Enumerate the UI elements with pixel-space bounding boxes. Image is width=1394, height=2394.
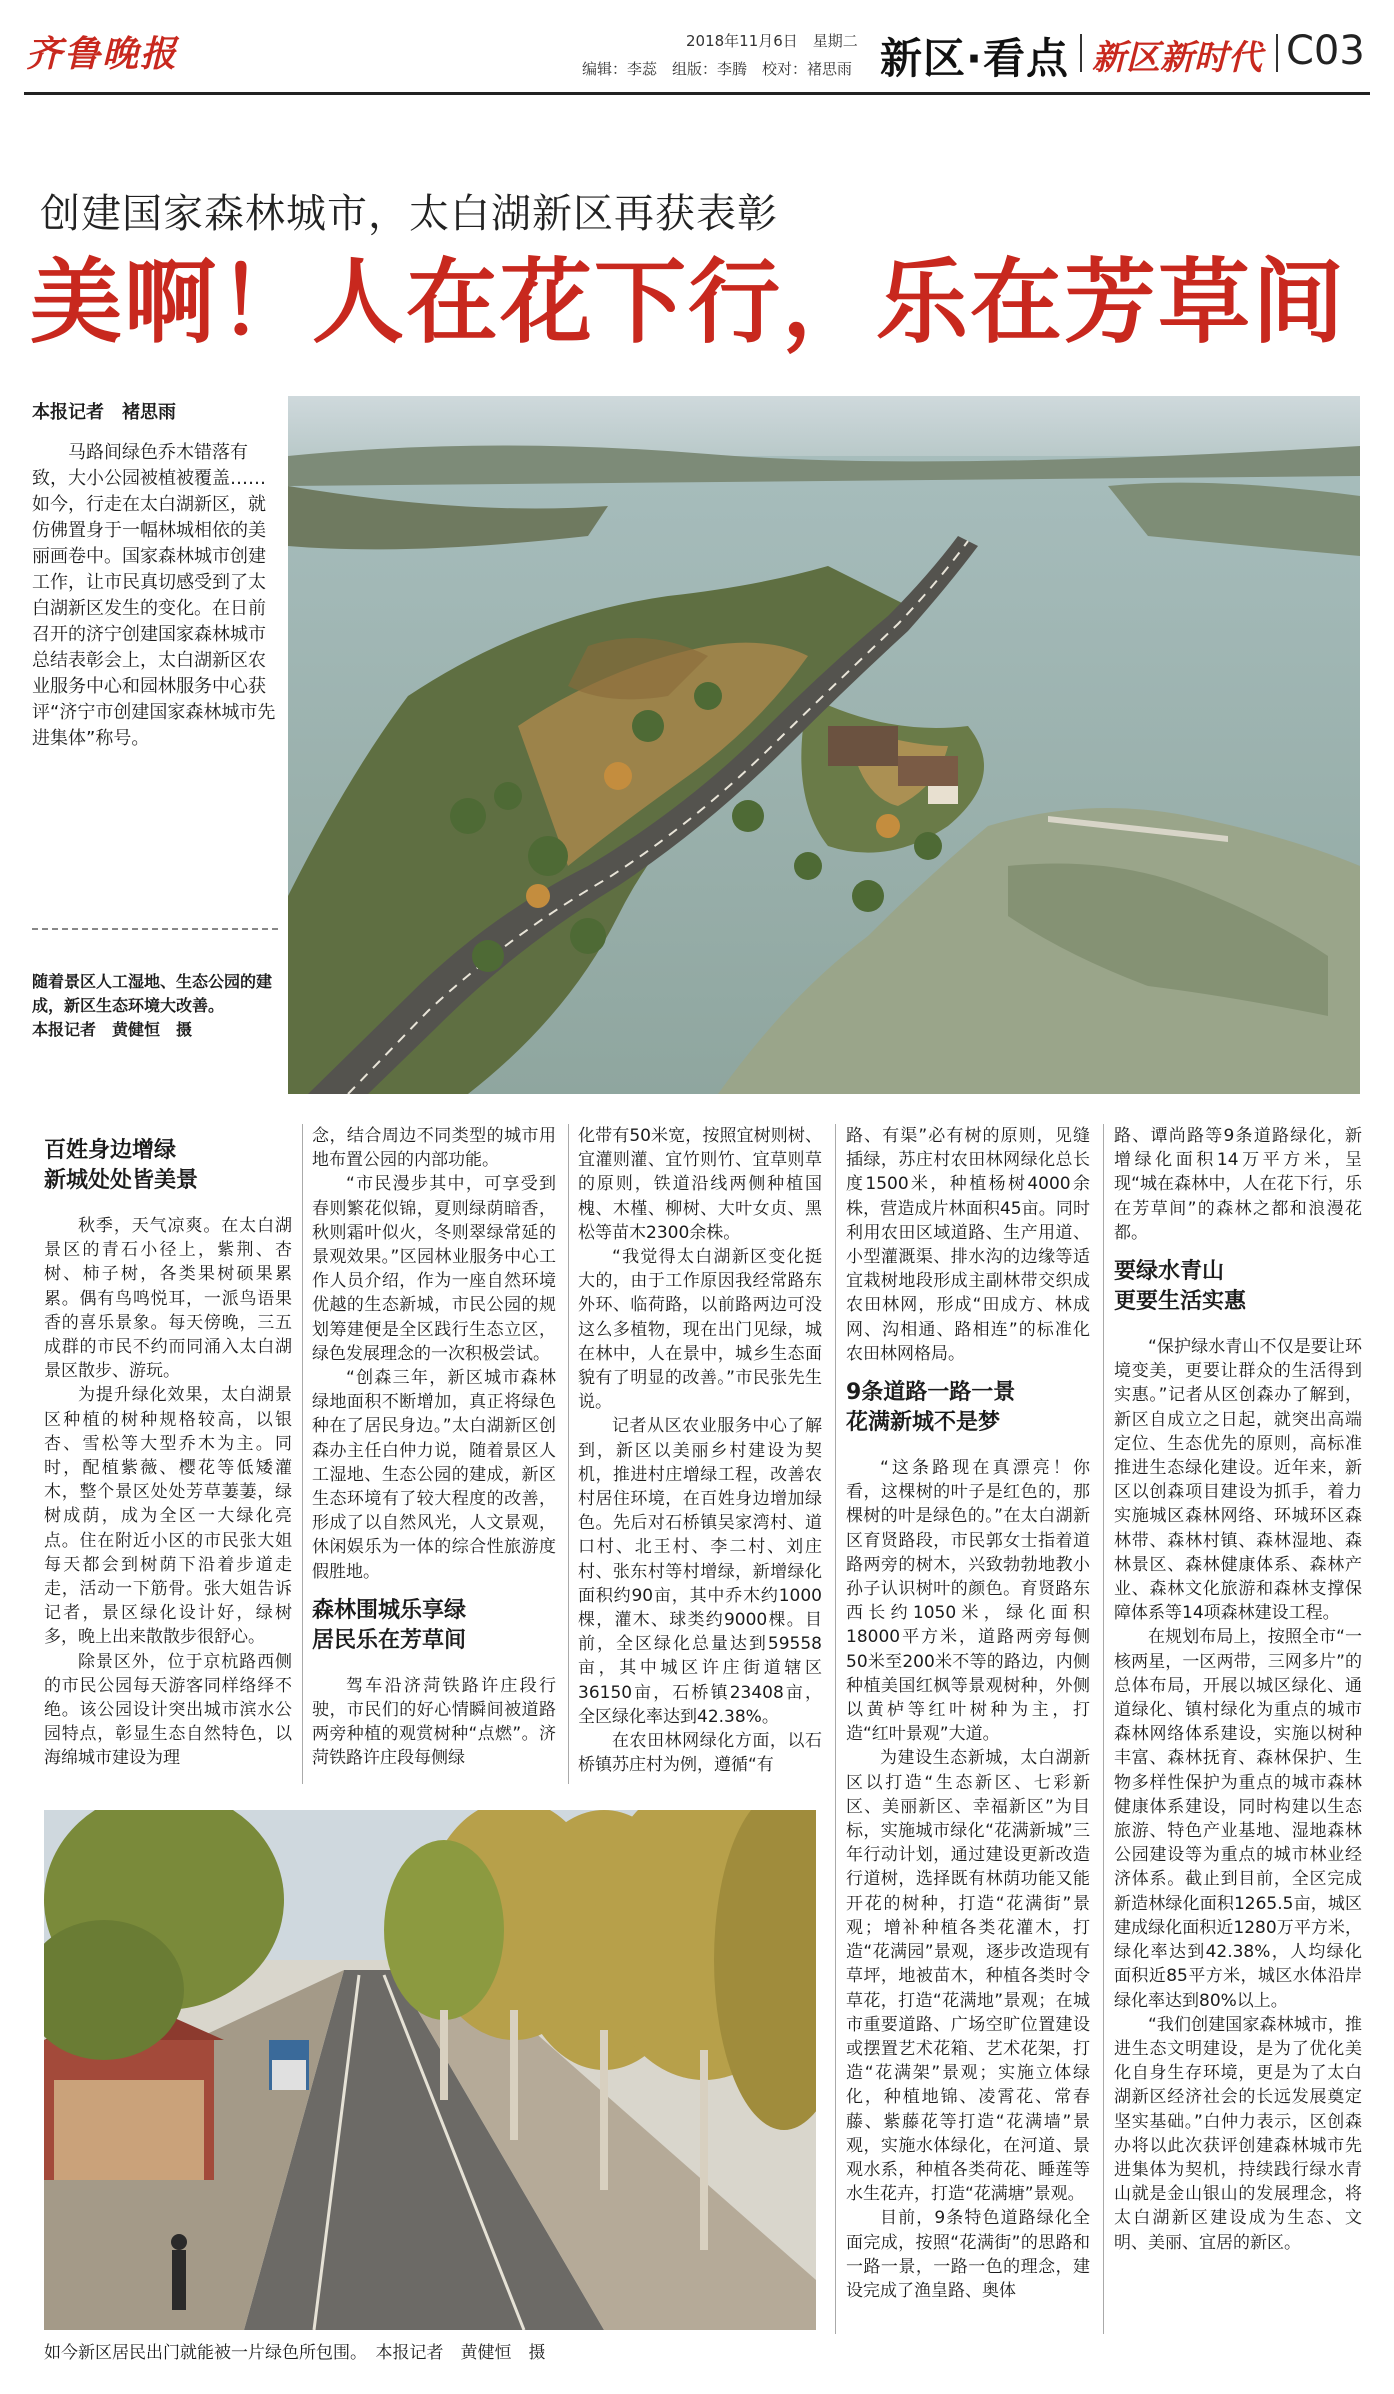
article-kicker: 创建国家森林城市，太白湖新区再获表彰 <box>40 191 778 237</box>
column-rule <box>835 1124 836 2334</box>
paragraph: 念，结合周边不同类型的城市用地布置公园的内部功能。 <box>312 1126 556 1171</box>
issue-date: 2018年11月6日 星期二 <box>686 32 858 50</box>
column-rule <box>302 1124 303 1784</box>
article-column-3 <box>578 1124 822 1777</box>
photo2-caption: 如今新区居民出门就能被一片绿色所包围。 本报记者 黄健恒 摄 <box>44 2343 546 2363</box>
subhead-4: 要绿水青山 更要生活实惠 <box>1114 1259 1247 1315</box>
paragraph: “这条路现在真漂亮！你看，这棵树的叶子是红色的，那棵树的叶是绿色的。”在太白湖新区育贤路段，市民郭女士指着道路两旁的树木，兴致勃勃地教小孙子认识树叶的颜色。育贤路东西长约1050米，绿化面积18000平方米，道路两旁每侧50米至200米不等的路边，内侧种植美国红枫等景观树种，外侧以黄栌等红叶树种为主，打造“红叶景观”大道。 <box>846 1458 1090 1745</box>
paragraph: 化带有50米宽，按照宜树则树、宜灌则灌、宜竹则竹、宜草则草的原则，铁道沿线两侧种植国槐、木槿、柳树、大叶女贞、黑松等苗木2300余株。 <box>578 1126 822 1243</box>
aerial-lake-illustration <box>288 396 1360 1094</box>
paragraph: “保护绿水青山不仅是要让环境变美，更要让群众的生活得到实惠。”记者从区创森办了解到，新区自成立之日起，就突出高端定位、生态优先的原则，高标准推进生态绿化建设。近年来，新区以创森项目建设为抓手，着力实施城区森林网络、环城环区森林带、森林村镇、森林湿地、森林景区、森林健康体系、森林产业、森林文化旅游和森林支撑保障体系等14项森林建设工程。 <box>1114 1337 1362 1624</box>
lead-text: 马路间绿色乔木错落有致，大小公园被植被覆盖……如今，行走在太白湖新区，就仿佛置身于一幅林城相依的美丽画卷中。国家森林城市创建工作，让市民真切感受到了太白湖新区发生的变化。在日前召开的济宁创建国家森林城市总结表彰会上，太白湖新区农业服务中心和园林服务中心获评“济宁市创建国家森林城市先进集体”称号。 <box>32 442 276 749</box>
subhead-2: 森林围城乐享绿 居民乐在芳草间 <box>312 1597 467 1653</box>
paragraph: 路、谭尚路等9条道路绿化，新增绿化面积14万平方米，呈现“城在森林中，人在花下行，乐在芳草间”的森林之都和浪漫花都。 <box>1114 1126 1362 1243</box>
paragraph: “市民漫步其中，可享受到春则繁花似锦，夏则绿荫暗香，秋则霜叶似火，冬则翠绿常延的景观效果。”区园林业服务中心工作人员介绍，作为一座自然环境优越的生态新城，市民公园的规划筹建便是全区践行生态立区，绿色发展理念的一次积极尝试。 <box>312 1174 556 1364</box>
column-rule <box>1103 1124 1104 2334</box>
editor-credits: 编辑：李蕊 组版：李腾 校对：褚思雨 <box>582 60 853 78</box>
subhead-1: 百姓身边增绿 新城处处皆美景 <box>44 1138 199 1193</box>
byline: 本报记者 褚思雨 <box>32 402 176 423</box>
paragraph: 目前，9条特色道路绿化全面完成，按照“花满街”的思路和一路一景，一路一色的理念，建设完成了渔皇路、奥体 <box>846 2208 1090 2301</box>
section-separator <box>1276 34 1278 72</box>
paragraph: 在农田林网绿化方面，以石桥镇苏庄村为例，遵循“有 <box>578 1731 822 1776</box>
article-headline: 美啊！人在花下行，乐在芳草间 <box>30 249 1347 356</box>
paragraph: 驾车沿济菏铁路许庄段行驶，市民们的好心情瞬间被道路两旁种植的观赏树种“点燃”。济菏铁路许庄段每侧绿 <box>312 1675 556 1769</box>
article-column-5 <box>1114 1124 1362 2255</box>
paragraph: 秋季，天气凉爽。在太白湖景区的青石小径上，紫荆、杏树、柿子树，各类果树硕果累累。偶有鸟鸣悦耳，一派鸟语果香的喜乐景象。每天傍晚，三五成群的市民不约而同涌入太白湖景区散步、游玩。 <box>44 1216 292 1382</box>
subhead-3: 9条道路一路一景 花满新城不是梦 <box>846 1380 1016 1436</box>
section-logo: 新区新时代 <box>1092 38 1262 78</box>
paragraph: 在规划布局上，按照全市“一核两星，一区两带，三网多片”的总体布局，开展以城区绿化、通道绿化、镇村绿化为重点的城市森林网络体系建设，实施以树种丰富、森林抚育、森林保护、生物多样性保护为重点的城市森林健康体系建设，同时构建以生态旅游、特色产业基地、湿地森林公园建设等为重点的城市林业经济体系。截止到目前，全区完成新造林绿化面积1265.5亩，城区建成绿化面积近1280万平方米，绿化率达到42.38%，人均绿化面积近85平方米，城区水体沿岸绿化率达到80%以上。 <box>1114 1627 1362 2011</box>
street-trees-photo <box>44 1810 816 2330</box>
newspaper-logo: 齐鲁晚报 <box>26 33 179 75</box>
column-rule <box>568 1124 569 1784</box>
article-column-1 <box>44 1124 292 1771</box>
article-column-4 <box>846 1124 1090 2303</box>
paragraph: 为建设生态新城，太白湖新区以打造“生态新区、七彩新区、美丽新区、幸福新区”为目标，实施城市绿化“花满新城”三年行动计划，通过建设更新改造行道树，选择既有林荫功能又能开花的树种，打造“花满街”景观；增补种植各类花灌木，打造“花满园”景观，逐步改造现有草坪，地被苗木，种植各类时令草花，打造“花满地”景观；在城市重要道路、广场空旷位置建设或摆置艺术花箱、艺术花架，打造“花满架”景观；实施立体绿化，种植地锦、凌霄花、常春藤、紫藤花等打造“花满墙”景观，实施水体绿化，在河道、景观水系，种植各类荷花、睡莲等水生花卉，打造“花满塘”景观。 <box>846 1748 1090 2205</box>
caption-divider <box>32 928 278 930</box>
paragraph: “我觉得太白湖新区变化挺大的，由于工作原因我经常路东外环、临荷路，以前路两边可没这么多植物，现在出门见绿，城在林中，人在景中，城乡生态面貌有了明显的改善。”市民张先生说。 <box>578 1247 822 1413</box>
paragraph: “创森三年，新区城市森林绿地面积不断增加，真正将绿色种在了居民身边。”太白湖新区创森办主任白仲力说，随着景区人工湿地、生态公园的建成，新区生态环境有了较大程度的改善，形成了以自然风光，人文景观，休闲娱乐为一体的综合性旅游度假胜地。 <box>312 1368 556 1582</box>
paragraph: 除景区外，位于京杭路西侧的市民公园每天游客同样络绎不绝。该公园设计突出城市滨水公园特点，彰显生态自然特色，以海绵城市建设为理 <box>44 1651 292 1769</box>
street-trees-illustration <box>44 1810 816 2330</box>
header-rule <box>24 92 1370 95</box>
aerial-lake-photo <box>288 396 1360 1094</box>
paragraph: 记者从区农业服务中心了解到，新区以美丽乡村建设为契机，推进村庄增绿工程，改善农村居住环境，在百姓身边增加绿色。先后对石桥镇吴家湾村、道口村、北王村、李二村、刘庄村、张东村等村增绿，新增绿化面积约90亩，其中乔木约1000棵，灌木、球类约9000棵。目前，全区绿化总量达到59558亩，其中城区许庄街道辖区36150亩，石桥镇23408亩，全区绿化率达到42.38%。 <box>578 1416 822 1727</box>
lead-paragraph <box>32 440 278 752</box>
article-column-2 <box>312 1124 556 1771</box>
paragraph: 为提升绿化效果，太白湖景区种植的树种规格较高，以银杏、雪松等大型乔木为主。同时，配植紫薇、樱花等低矮灌木，整个景区处处芳草萋萋，绿树成荫，成为全区一大绿化亮点。住在附近小区的市民张大姐每天都会到树荫下沿着步道走走，活动一下筋骨。张大姐告诉记者，景区绿化设计好，绿树多，晚上出来散散步很舒心。 <box>44 1385 292 1648</box>
page-number: C03 <box>1286 28 1365 74</box>
photo1-caption: 随着景区人工湿地、生态公园的建成，新区生态环境大改善。 本报记者 黄健恒 摄 <box>32 972 273 1039</box>
paragraph: “我们创建国家森林城市，推进生态文明建设，是为了优化美化自身生存环境，更是为了太白湖新区经济社会的长远发展奠定坚实基础。”白仲力表示，区创森办将以此次获评创建森林城市先进集体为契机，持续践行绿水青山就是金山银山的发展理念，将太白湖新区建设成为生态、文明、美丽、宜居的新区。 <box>1114 2014 1362 2253</box>
section-separator <box>1080 34 1082 72</box>
paragraph: 路、有渠”必有树的原则，见缝插绿，苏庄村农田林网绿化总长度1500米，种植杨树4000余株，营造成片林面积45亩。同时利用农田区域道路、生产用道、小型灌溉渠、排水沟的边缘等适宜栽树地段形成主副林带交织成农田林网，形成“田成方、林成网、沟相通、路相连”的标准化农田林网格局。 <box>846 1126 1090 1364</box>
section-title: 新区·看点 <box>880 34 1069 83</box>
